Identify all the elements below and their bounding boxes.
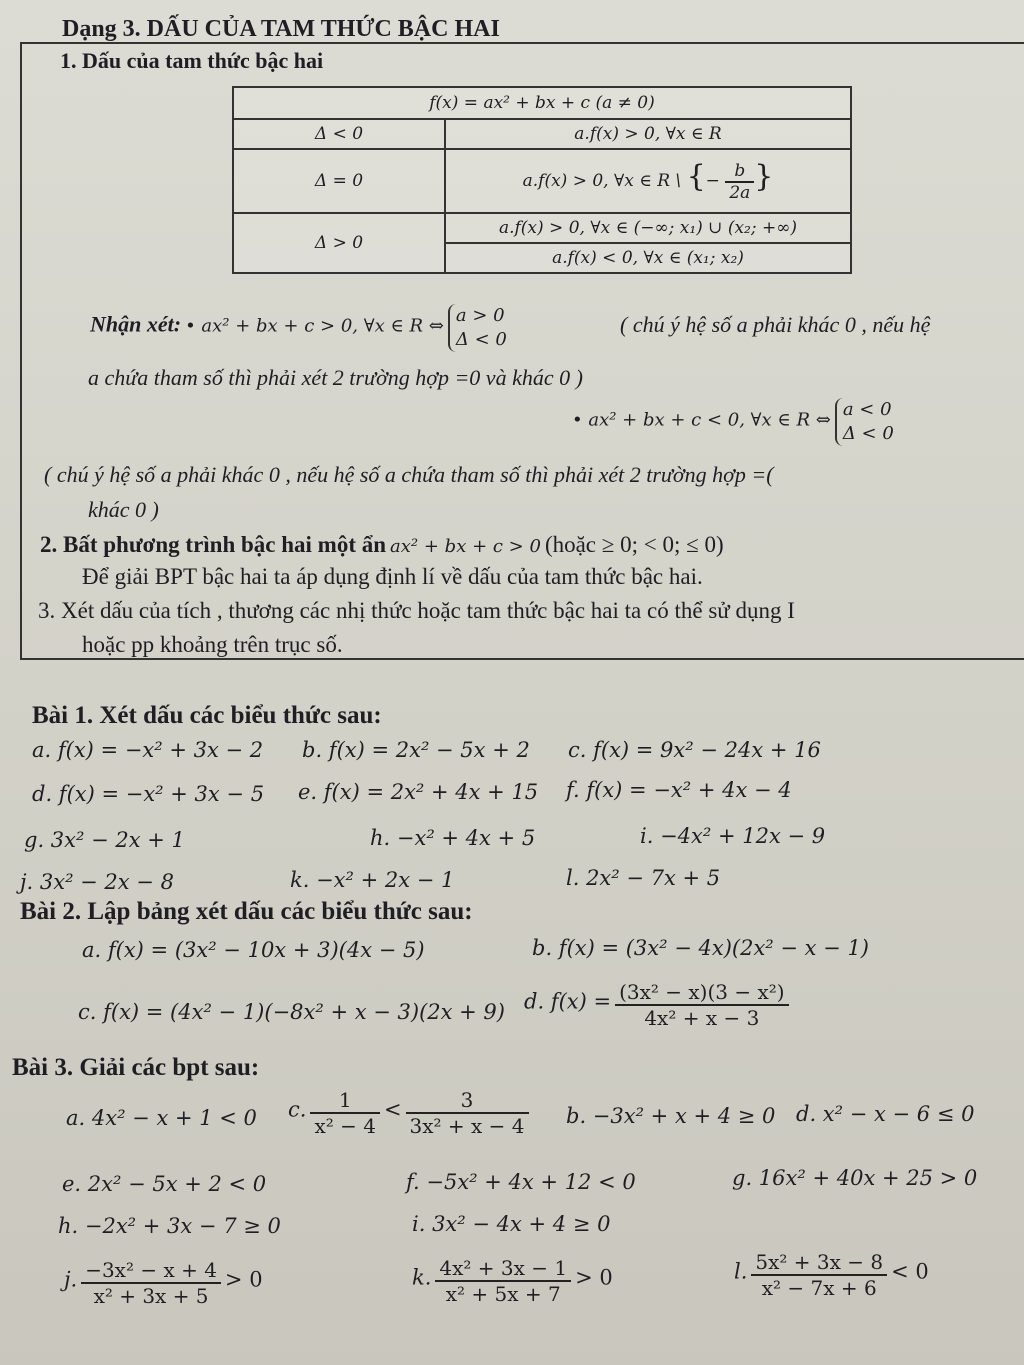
bai1-item-f: f. f(x) = −x² + 4x − 4 bbox=[566, 778, 792, 802]
row-cond-pos: Δ > 0 bbox=[233, 213, 445, 273]
row-res-zero bbox=[445, 149, 851, 213]
sign-table-header: f(x) = ax² + bx + c (a ≠ 0) bbox=[233, 87, 851, 119]
bai1-item-l: l. 2x² − 7x + 5 bbox=[566, 866, 721, 890]
section3-line-2: hoặc pp khoảng trên trục số. bbox=[82, 632, 343, 657]
section2-tail: (hoặc ≥ 0; < 0; ≤ 0) bbox=[544, 532, 724, 557]
bai2-item-a: a. f(x) = (3x² − 10x + 3)(4x − 5) bbox=[82, 938, 425, 962]
row-cond-zero: Δ = 0 bbox=[233, 149, 445, 213]
bai2-d-prefix: d. f(x) = bbox=[524, 989, 612, 1014]
bai3-item-j bbox=[64, 1258, 263, 1308]
bai3-title: Bài 3. Giải các bpt sau: bbox=[12, 1054, 260, 1081]
bai1-item-c: c. f(x) = 9x² − 24x + 16 bbox=[568, 738, 821, 762]
bai1-item-d: d. f(x) = −x² + 3x − 5 bbox=[32, 782, 265, 806]
remark-line-1 bbox=[90, 304, 507, 352]
res-zero-minus: − bbox=[705, 171, 720, 192]
frac-num: b bbox=[725, 161, 754, 183]
bai3-l-fraction: $\frac{\text{5x² + 3x − 8}}{\text{x² − 7x + 6}}$ bbox=[751, 1250, 887, 1300]
bai1-title: Bài 1. Xét dấu các biểu thức sau: bbox=[32, 702, 382, 729]
bai3-item-g: g. 16x² + 40x + 25 > 0 bbox=[732, 1166, 978, 1190]
sign-table bbox=[232, 86, 852, 274]
remark-note-1b: a chứa tham số thì phải xét 2 trường hợp =0 và khác 0 ) bbox=[88, 365, 583, 390]
bai3-l-suffix: < 0 bbox=[891, 1259, 929, 1284]
bai1-item-b: b. f(x) = 2x² − 5x + 2 bbox=[302, 738, 530, 762]
bai3-k-suffix: > 0 bbox=[575, 1265, 613, 1290]
page-title: Dạng 3. DẤU CỦA TAM THỨC BẬC HAI bbox=[62, 16, 500, 42]
bai2-title: Bài 2. Lập bảng xét dấu các biểu thức sau: bbox=[20, 898, 473, 925]
bai3-k-fraction: $\frac{\text{4x² + 3x − 1}}{\text{x² + 5x + 7}}$ bbox=[435, 1256, 571, 1306]
bai1-item-i: i. −4x² + 12x − 9 bbox=[640, 824, 826, 848]
section2-line: Để giải BPT bậc hai ta áp dụng định lí về dấu của tam thức bậc hai. bbox=[82, 564, 703, 589]
row-res-neg: a.f(x) > 0, ∀x ∈ R bbox=[445, 119, 851, 149]
remark-system-1: a > 0 Δ < 0 bbox=[448, 304, 507, 352]
bai2-item-d bbox=[524, 980, 789, 1030]
bai1-item-k: k. −x² + 2x − 1 bbox=[290, 868, 455, 892]
section2-title: 2. Bất phương trình bậc hai một ẩn bbox=[40, 532, 387, 557]
res-zero-fraction bbox=[725, 161, 754, 203]
bai1-item-j: j. 3x² − 2x − 8 bbox=[20, 870, 174, 894]
bai3-c-op: < bbox=[383, 1097, 402, 1122]
bai3-item-i: i. 3x² − 4x + 4 ≥ 0 bbox=[412, 1212, 611, 1236]
bai3-j-prefix: j. bbox=[64, 1267, 78, 1292]
res-zero-text: a.f(x) > 0, ∀x ∈ R \ bbox=[522, 171, 682, 192]
remark-bullet-1: • ax² + bx + c > 0, ∀x ∈ R ⇔ bbox=[185, 315, 444, 337]
bai3-c-prefix: c. bbox=[288, 1097, 307, 1122]
bai3-item-f: f. −5x² + 4x + 12 < 0 bbox=[406, 1170, 636, 1194]
bai3-item-k bbox=[412, 1256, 613, 1306]
brace-close: } bbox=[754, 159, 774, 195]
bai3-item-a: a. 4x² − x + 1 < 0 bbox=[66, 1106, 257, 1130]
bai1-item-e: e. f(x) = 2x² + 4x + 15 bbox=[298, 780, 539, 804]
bai1-item-h: h. −x² + 4x + 5 bbox=[370, 826, 536, 850]
brace-open: { bbox=[686, 159, 706, 195]
bai3-j-fraction: $\frac{\text{−3x² − x + 4}}{\text{x² + 3x + 5}}$ bbox=[81, 1258, 221, 1308]
bai3-c-frac1: $\frac{1}{\text{x² − 4}}$ bbox=[310, 1088, 380, 1138]
remark-label: Nhận xét: bbox=[90, 311, 182, 337]
row-res-pos-2: a.f(x) < 0, ∀x ∈ (x₁; x₂) bbox=[445, 243, 851, 273]
section2-heading bbox=[40, 532, 724, 558]
bai1-item-g: g. 3x² − 2x + 1 bbox=[24, 828, 185, 852]
bai2-item-c: c. f(x) = (4x² − 1)(−8x² + x − 3)(2x + 9) bbox=[78, 1000, 505, 1024]
bai3-item-l bbox=[734, 1250, 929, 1300]
remark-bullet-2: • ax² + bx + c < 0, ∀x ∈ R ⇔ bbox=[572, 409, 831, 431]
bai3-item-d: d. x² − x − 6 ≤ 0 bbox=[796, 1102, 975, 1126]
bai1-item-a: a. f(x) = −x² + 3x − 2 bbox=[32, 738, 264, 762]
bai2-item-b: b. f(x) = (3x² − 4x)(2x² − x − 1) bbox=[532, 936, 870, 960]
remark-line-2 bbox=[572, 398, 894, 446]
remark-note-1: ( chú ý hệ số a phải khác 0 , nếu hệ bbox=[620, 312, 931, 337]
remark-note-2b: khác 0 ) bbox=[88, 497, 159, 522]
bai3-item-c bbox=[288, 1088, 529, 1138]
section1-title: 1. Dấu của tam thức bậc hai bbox=[60, 48, 324, 73]
bai3-item-b: b. −3x² + x + 4 ≥ 0 bbox=[566, 1104, 776, 1128]
remark-system-2: a < 0 Δ < 0 bbox=[835, 398, 894, 446]
section2-expr: ax² + bx + c > 0 bbox=[390, 536, 541, 557]
bai3-c-frac2: $\frac{3}{\text{3x² + x − 4}}$ bbox=[406, 1088, 529, 1138]
section3-line-1: 3. Xét dấu của tích , thương các nhị thức hoặc tam thức bậc hai ta có thể sử dụng I bbox=[38, 598, 795, 623]
frac-den: 2a bbox=[729, 182, 751, 203]
row-cond-neg: Δ < 0 bbox=[233, 119, 445, 149]
bai3-item-h: h. −2x² + 3x − 7 ≥ 0 bbox=[58, 1214, 281, 1238]
remark-note-2: ( chú ý hệ số a phải khác 0 , nếu hệ số a chứa tham số thì phải xét 2 trường hợp =( bbox=[44, 462, 774, 487]
bai3-j-suffix: > 0 bbox=[224, 1267, 263, 1292]
bai2-d-fraction: $\frac{\text{(3x² − x)(3 − x²)}}{\text{4x² + x − 3}}$ bbox=[615, 980, 788, 1030]
bai3-l-prefix: l. bbox=[734, 1259, 748, 1284]
bai3-k-prefix: k. bbox=[412, 1265, 432, 1290]
bai3-item-e: e. 2x² − 5x + 2 < 0 bbox=[62, 1172, 267, 1196]
row-res-pos-1: a.f(x) > 0, ∀x ∈ (−∞; x₁) ∪ (x₂; +∞) bbox=[445, 213, 851, 243]
